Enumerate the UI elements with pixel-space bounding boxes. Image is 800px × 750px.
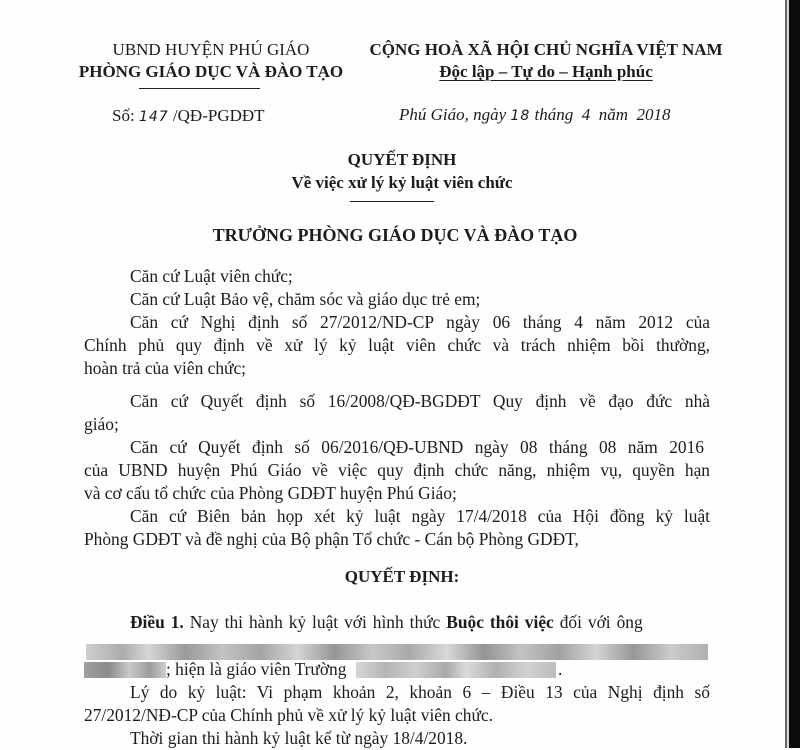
article-1-effective-date: Thời gian thi hành kỷ luật kể từ ngày 18/4/2018. xyxy=(130,728,468,748)
document-subject: Về việc xử lý kỷ luật viên chức xyxy=(291,173,513,192)
article-1-reason-line-1: Lý do kỷ luật: Vi phạm khoản 2, khoản 6 – Điều 13 của Nghị định số xyxy=(130,682,710,702)
basis-2: Căn cứ Luật Bảo vệ, chăm sóc và giáo dục trẻ em; xyxy=(130,289,481,309)
basis-3-line-1: Căn cứ Nghị định số 27/2012/ND-CP ngày 06 tháng 4 năm 2012 của xyxy=(130,312,710,332)
issuing-department: PHÒNG GIÁO DỤC VÀ ĐÀO TẠO xyxy=(78,62,344,81)
basis-5-line-2: của UBND huyện Phú Giáo về việc quy định chức năng, nhiệm vụ, quyền hạn xyxy=(84,460,710,480)
document-number-prefix: Số: xyxy=(112,106,135,125)
basis-3-line-3: hoàn trả của viên chức; xyxy=(84,358,247,378)
document-type: QUYẾT ĐỊNH xyxy=(347,150,457,169)
redacted-employee-name-prefix xyxy=(84,662,166,678)
issue-date-day-handwritten: 18 xyxy=(510,108,531,124)
basis-5-line-3: và cơ cấu tổ chức của Phòng GDĐT huyện Phú Giáo; xyxy=(84,483,457,503)
article-1-line-3-text: ; hiện là giáo viên Trường xyxy=(166,659,347,679)
redacted-school-name xyxy=(356,662,556,678)
document-number-suffix: /QĐ-PGDĐT xyxy=(172,106,265,125)
national-motto xyxy=(439,62,652,82)
basis-5-line-1: Căn cứ Quyết định số 06/2016/QĐ-UBND ngày 08 tháng 08 năm 2016 xyxy=(130,437,704,457)
article-1-line-3 xyxy=(166,658,346,681)
article-1-label: Điều 1. xyxy=(130,612,184,632)
issue-date xyxy=(399,105,671,125)
decision-heading: QUYẾT ĐỊNH: xyxy=(344,567,460,586)
document-number xyxy=(112,106,265,126)
basis-4-line-2: giáo; xyxy=(84,414,119,434)
article-1-text-a: Nay thi hành kỷ luật với hình thức xyxy=(183,612,447,632)
issuer-title: TRƯỞNG PHÒNG GIÁO DỤC VÀ ĐÀO TẠO xyxy=(212,225,578,245)
article-1-text-b: đối với ông xyxy=(553,612,643,632)
article-1-reason-line-2: 27/2012/NĐ-CP của Chính phủ về xử lý kỷ luật viên chức. xyxy=(84,705,493,725)
document-number-handwritten: 147 xyxy=(138,109,169,125)
basis-3-line-2: Chính phủ quy định về xử lý kỷ luật viên chức và trách nhiệm bồi thường, xyxy=(84,335,710,355)
issue-date-prefix: Phú Giáo, ngày xyxy=(399,105,507,124)
issuing-authority: UBND HUYỆN PHÚ GIÁO xyxy=(112,40,310,59)
issue-date-suffix: tháng 4 năm 2018 xyxy=(534,105,671,124)
article-1-line-3-end: . xyxy=(558,659,563,679)
basis-4-line-1: Căn cứ Quyết định số 16/2008/QĐ-BGDĐT Quy định về đạo đức nhà xyxy=(130,391,710,411)
basis-6-line-1: Căn cứ Biên bản họp xét kỷ luật ngày 17/4/2018 của Hội đồng kỷ luật xyxy=(130,506,710,526)
article-1-penalty: Buộc thôi việc xyxy=(446,612,554,632)
national-title: CỘNG HOÀ XÃ HỘI CHỦ NGHĨA VIỆT NAM xyxy=(369,40,723,59)
header-left-rule xyxy=(139,88,260,89)
scan-edge-border xyxy=(789,0,800,748)
national-motto-text: Độc lập – Tự do – Hạnh phúc xyxy=(439,62,653,81)
basis-6-line-2: Phòng GDĐT và đề nghị của Bộ phận Tổ chức - Cán bộ Phòng GDĐT, xyxy=(84,529,579,549)
basis-1: Căn cứ Luật viên chức; xyxy=(130,266,293,286)
article-1-line-1 xyxy=(130,611,710,634)
subject-rule xyxy=(350,201,434,202)
